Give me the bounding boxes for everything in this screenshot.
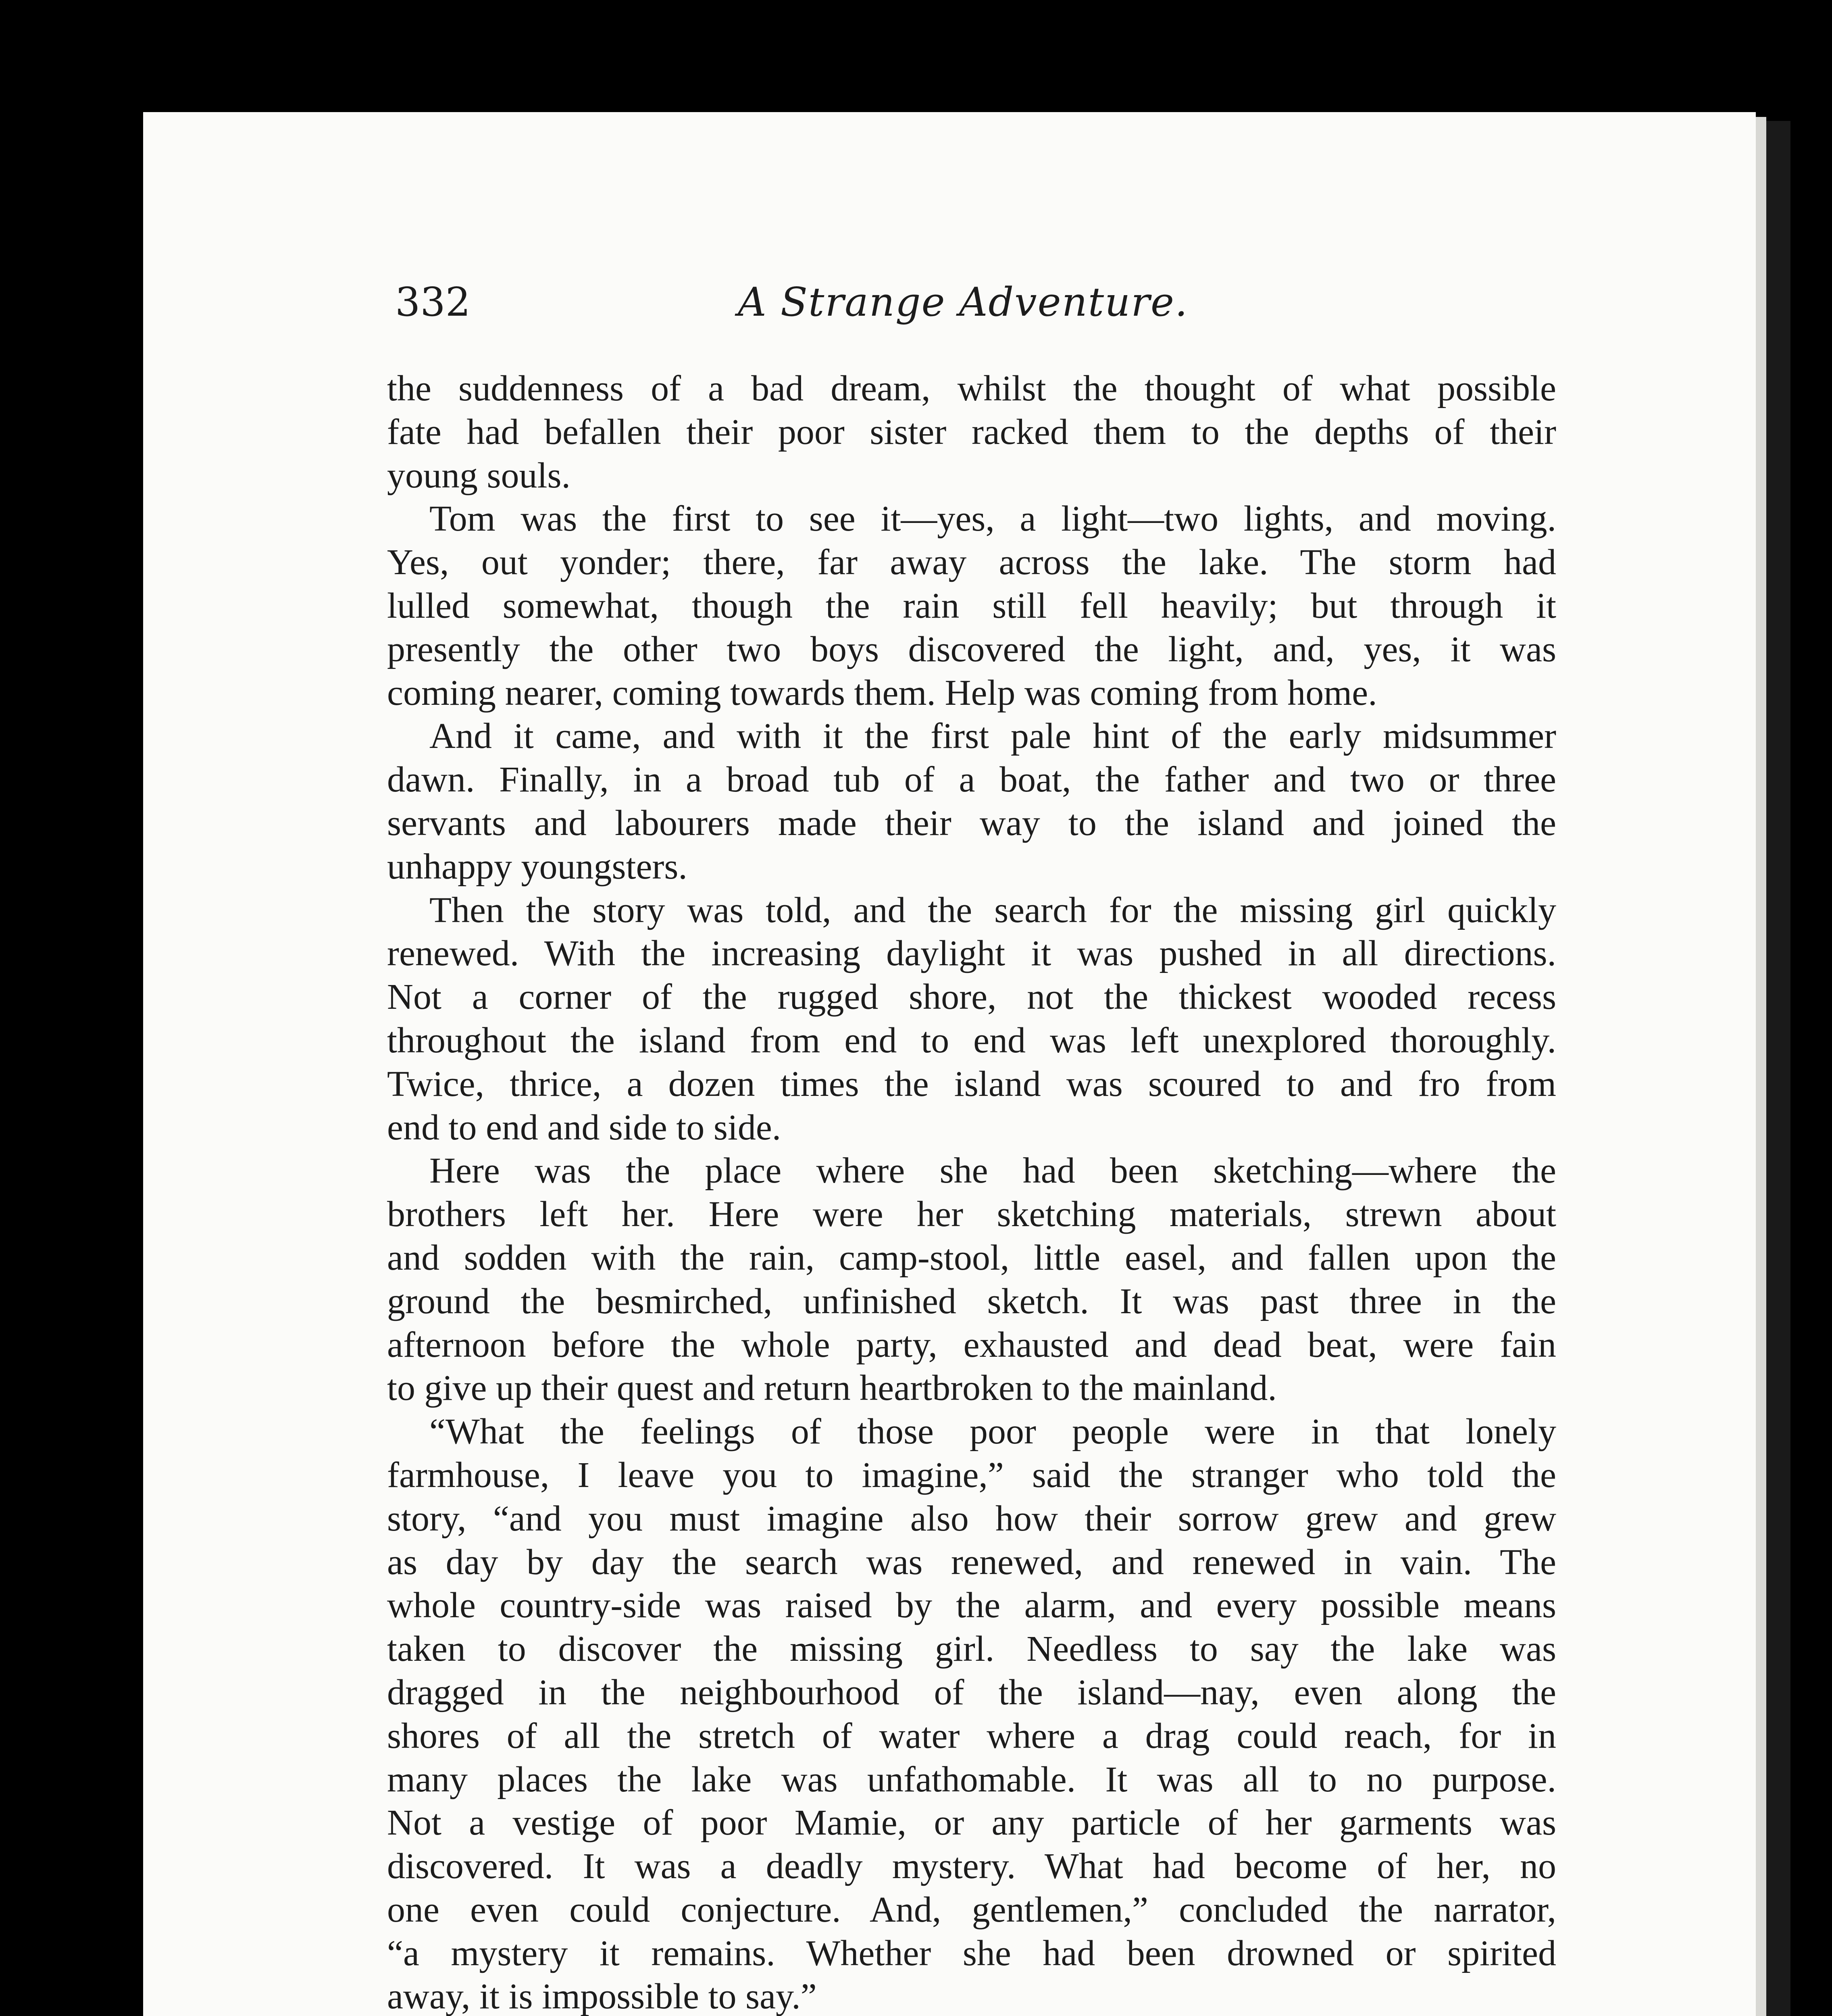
text-line: as day by day the search was renewed, and renewed in vain. The xyxy=(387,1542,1556,1582)
running-head xyxy=(395,278,1556,327)
text-line: shores of all the stretch of water where a drag could reach, for in xyxy=(387,1716,1556,1756)
text-line: story, “and you must imagine also how their sorrow grew and grew xyxy=(387,1498,1556,1539)
running-title: A Strange Adventure. xyxy=(738,279,1189,325)
text-line: Yes, out yonder; there, far away across the lake. The storm had xyxy=(387,542,1556,583)
text-line: away, it is impossible to say.” xyxy=(387,1976,817,2016)
text-line: dragged in the neighbourhood of the island—nay, even along the xyxy=(387,1672,1556,1712)
text-line: whole country-side was raised by the alarm, and every possible means xyxy=(387,1585,1556,1626)
text-line: Twice, thrice, a dozen times the island was scoured to and fro from xyxy=(387,1064,1556,1104)
text-line: renewed. With the increasing daylight it was pushed in all directions. xyxy=(387,933,1556,974)
text-line: dawn. Finally, in a broad tub of a boat, the father and two or three xyxy=(387,760,1556,800)
text-line: afternoon before the whole party, exhausted and dead beat, were fain xyxy=(387,1325,1556,1365)
text-line: Here was the place where she had been sketching—where the xyxy=(429,1151,1556,1191)
text-line: lulled somewhat, though the rain still fell heavily; but through it xyxy=(387,585,1556,626)
text-line: many places the lake was unfathomable. It was all to no purpose. xyxy=(387,1759,1556,1799)
text-line: discovered. It was a deadly mystery. What had become of her, no xyxy=(387,1846,1556,1887)
text-line: coming nearer, coming towards them. Help was coming from home. xyxy=(387,673,1377,713)
text-line: “What the feelings of those poor people were in that lonely xyxy=(429,1412,1556,1452)
text-line: fate had befallen their poor sister racked them to the depths of their xyxy=(387,412,1556,452)
text-line: farmhouse, I leave you to imagine,” said the stranger who told the xyxy=(387,1455,1556,1495)
text-line: brothers left her. Here were her sketching materials, strewn about xyxy=(387,1194,1556,1235)
text-line: one even could conjecture. And, gentlemen,” concluded the narrator, xyxy=(387,1889,1556,1930)
text-line: And it came, and with it the first pale hint of the early midsummer xyxy=(429,716,1556,756)
text-line: ground the besmirched, unfinished sketch. It was past three in the xyxy=(387,1281,1556,1321)
book-spine-shadow xyxy=(1766,121,1790,2016)
text-line: Not a vestige of poor Mamie, or any particle of her garments was xyxy=(387,1803,1556,1843)
text-line: taken to discover the missing girl. Needless to say the lake was xyxy=(387,1629,1556,1669)
text-line: servants and labourers made their way to the island and joined the xyxy=(387,803,1556,843)
text-line: the suddenness of a bad dream, whilst the thought of what possible xyxy=(387,369,1556,408)
text-line: unhappy youngsters. xyxy=(387,846,687,887)
text-line: Not a corner of the rugged shore, not the thickest wooded recess xyxy=(387,977,1556,1017)
text-line: end to end and side to side. xyxy=(387,1107,781,1148)
text-line: “a mystery it remains. Whether she had been drowned or spirited xyxy=(387,1933,1556,1973)
body-text xyxy=(387,367,1556,2016)
page-edge xyxy=(1756,117,1766,2016)
page-number: 332 xyxy=(395,279,471,325)
text-line: presently the other two boys discovered the light, and, yes, it was xyxy=(387,629,1556,669)
text-line: Then the story was told, and the search for the missing girl quickly xyxy=(429,890,1556,930)
text-line: Tom was the first to see it—yes, a light—two lights, and moving. xyxy=(429,499,1556,539)
text-line: to give up their quest and return heartbroken to the mainland. xyxy=(387,1368,1277,1408)
text-line: throughout the island from end to end was left unexplored thoroughly. xyxy=(387,1020,1556,1060)
text-line: young souls. xyxy=(387,455,571,496)
text-line: and sodden with the rain, camp-stool, little easel, and fallen upon the xyxy=(387,1237,1556,1278)
